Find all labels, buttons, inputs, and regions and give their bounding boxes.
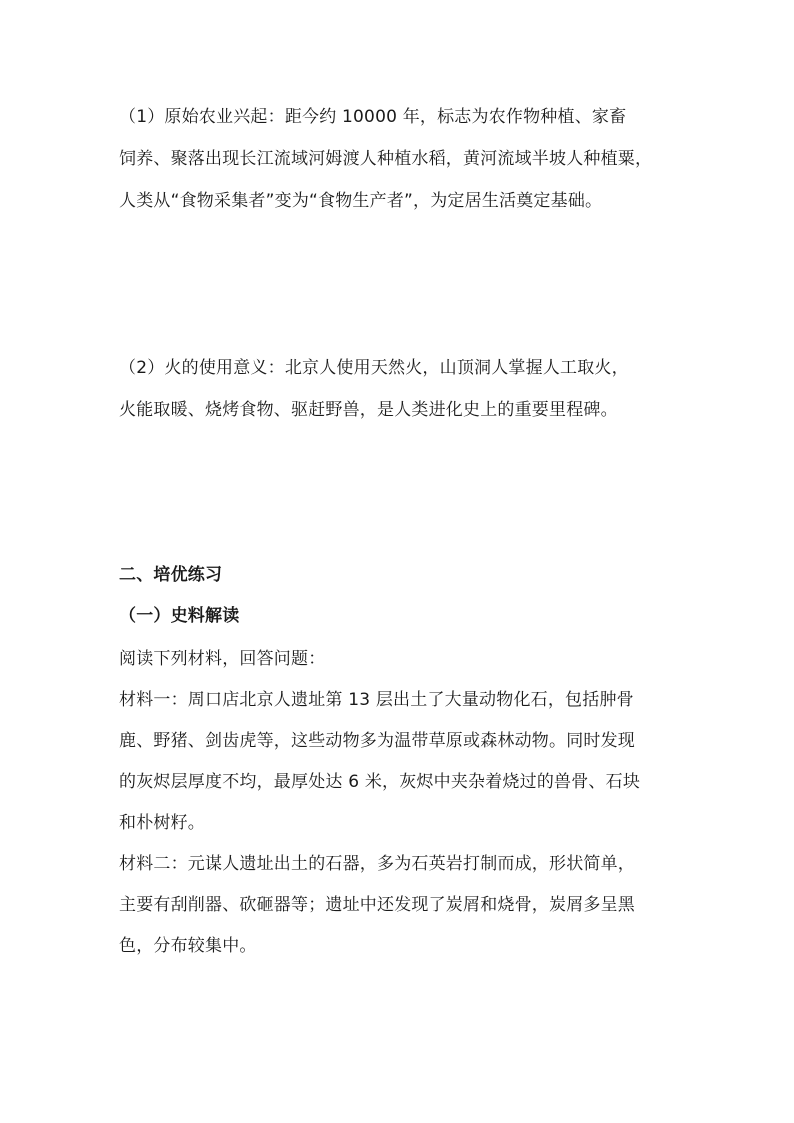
paragraph-agriculture-line-3: 人类从“食物采集者”变为“食物生产者”，为定居生活奠定基础。 <box>119 191 603 211</box>
material-2-line-2: 主要有刮削器、砍砸器等；遗址中还发现了炭屑和烧骨，炭屑多呈黑 <box>119 895 635 915</box>
paragraph-fire-line-1: （2）火的使用意义：北京人使用天然火，山顶洞人掌握人工取火， <box>119 358 629 378</box>
paragraph-fire-line-2: 火能取暖、烧烤食物、驱赶野兽，是人类进化史上的重要里程碑。 <box>119 400 618 420</box>
paragraph-agriculture-line-1: （1）原始农业兴起：距今约 10000 年，标志为农作物种植、家畜 <box>119 107 627 127</box>
material-1-line-2: 鹿、野猪、剑齿虎等，这些动物多为温带草原或森林动物。同时发现 <box>119 731 635 751</box>
section-heading: 二、培优练习 <box>119 565 223 585</box>
instruction-text: 阅读下列材料，回答问题： <box>119 649 326 669</box>
material-1-line-4: 和朴树籽。 <box>119 813 205 833</box>
paragraph-agriculture-line-2: 饲养、聚落出现长江流域河姆渡人种植水稻，黄河流域半坡人种植粟， <box>119 149 653 169</box>
material-2-line-1: 材料二：元谋人遗址出土的石器，多为石英岩打制而成，形状简单， <box>119 854 635 874</box>
material-1-line-3: 的灰烬层厚度不均，最厚处达 6 米，灰烬中夹杂着烧过的兽骨、石块 <box>119 772 641 792</box>
subsection-heading: （一）史料解读 <box>119 606 240 626</box>
material-1-line-1: 材料一：周口店北京人遗址第 13 层出土了大量动物化石，包括肿骨 <box>119 690 634 710</box>
material-2-line-3: 色，分布较集中。 <box>119 936 257 956</box>
